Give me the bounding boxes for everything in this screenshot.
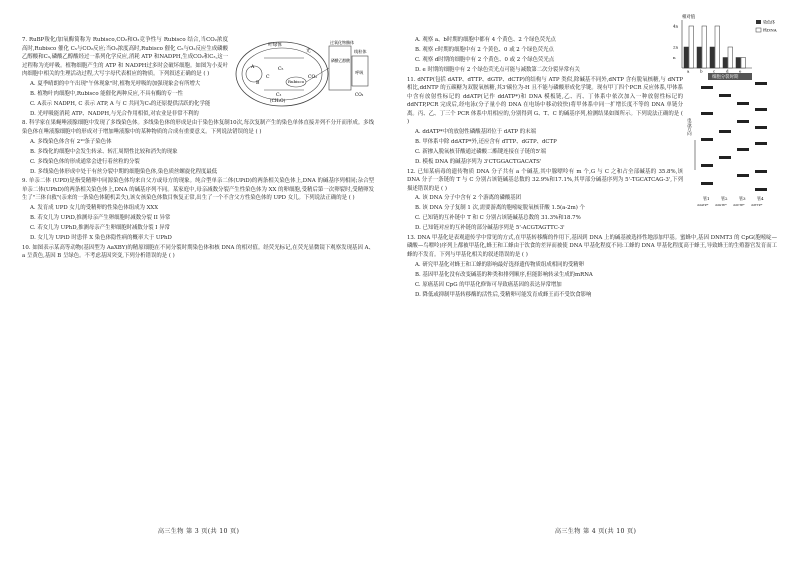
- category-c: c: [713, 68, 716, 74]
- gel-band-lane4-5: [755, 170, 767, 173]
- gel-band-lane3-1: [737, 102, 749, 105]
- gel-band-lane3-3: [737, 148, 749, 151]
- q13-option-b: B. 基因甲基化没有改变碱基的种类和排列顺序,但能影响转录生成的mRNA: [415, 271, 593, 278]
- lane-label-1: 管1: [703, 195, 710, 201]
- fig1-label-2: A: [251, 65, 255, 70]
- electrophoresis-direction: 电泳方向: [686, 117, 692, 136]
- electrophoresis-svg: [686, 78, 777, 210]
- page-4-content: [407, 36, 777, 300]
- q9-option-a: A. 发育成 UPD 女儿的受精卵的性染色体组成为 XXX: [30, 205, 159, 212]
- bar-xlabel: 细胞分裂时期: [712, 75, 739, 80]
- q10-stem: 10. 如图表示某高等动物(基因型为 AaXBY)的精原细胞在不同分裂时期染色体和核 DNA 的相对值。经荧光标记,在荧光显微镜下观察发现基因 A、a 呈黄色,基因 B 呈绿色。不考虑基因突变,下列分析错误的是 ( ): [22, 244, 374, 260]
- q13-option-c: C. 原癌基因 CpG 的甲基化修饰可导致癌基因的表达异常增加: [415, 281, 562, 288]
- q8-option-a: A. 多线染色体含有 2¹⁰条子染色体: [30, 138, 112, 145]
- fig1-label-11: 线粒体: [354, 49, 367, 54]
- fig1-label-9: (CH₂O): [270, 98, 286, 103]
- category-e: e: [739, 68, 742, 74]
- gel-band-lane4-6: [755, 188, 767, 191]
- q10-option-c: C. 观察 d时期的细胞中有 2 个黄色、0 或 2 个绿色荧光点: [415, 56, 555, 63]
- q11-option-a: A. ddATP*中的放射性磷酸基团位于 dATP 的末端: [415, 128, 536, 135]
- legend-swatch-dna: [756, 28, 761, 32]
- q7-option-c: C. A表示 NADPH, C 表示 ATP, A 与 C 共同为C₃的还原提供活跃的化学能: [30, 100, 211, 107]
- gel-band-lane2-2: [719, 130, 731, 133]
- fig1-label-4: Rubisco: [288, 79, 305, 84]
- fig1-label-12: 磷酸乙醇酸: [331, 58, 350, 63]
- category-d: d: [726, 68, 729, 74]
- q11-option-c: C. 新掺入脱氧核苷酸通过磷酸二酯键连接在子链的5'端: [415, 148, 546, 155]
- gel-band-lane4-2: [755, 108, 767, 111]
- lane-reagent-2: ddGTP*: [715, 202, 727, 207]
- q9-option-b: B. 若女儿为 UPiD,推测母亲产生卵细胞时减数分裂 II 异常: [30, 215, 171, 222]
- category-a: a: [687, 68, 690, 74]
- q12-option-b: B. 该 DNA 分子复制 1 次,需要游离的胞嘧啶脱氧核苷酸 1.5(a-2m) 个: [415, 205, 585, 212]
- q13-option-a: A. 研究甲基化对蜂王和工蜂的影响最好选择遗传物质组成相同的受精卵: [415, 261, 585, 268]
- q12-option-a: A. 该 DNA 分子中含有 2 个游离的磷酸基团: [415, 195, 522, 202]
- fig1-label-14: CO₂: [355, 92, 364, 97]
- q13-stem: 13. DNA 甲基化是表观遗传学中常见的方式,在甲基转移酶的作用下,基因到 DNA 上的碱基被选择性地添加甲基。蜜蜂中,基因 DNMT3 的 CpG(胞嘧啶—磷酸—鸟嘌呤)序列上都被甲基化,蜂王和工蜂由于饮食的差异而被使 DNA 甲基化程度不同:工蜂的 DNA 甲基化程度高于蜂王,导致蜂王的生殖器官发育而工蜂的不发育。下列与甲基化相关的叙述错误的是 ( ): [407, 234, 777, 258]
- gel-band-lane2-1: [719, 94, 731, 97]
- q12-option-c: C. 已知链的互补链中 T 和 C 分别占该链碱基总数的 31.3%和18.7%: [415, 215, 581, 222]
- q13-option-d: D. 降低或抑制甲基转移酶的活性后,受精卵可能发育成蜂王而不受饮食影响: [415, 291, 592, 298]
- gel-band-lane4-1: [755, 82, 767, 85]
- photosynthesis-svg: [234, 38, 374, 108]
- fig1-label-1: 光: [306, 49, 311, 54]
- fig1-label-5: CO₂: [308, 75, 318, 80]
- ytick-n: n: [673, 55, 676, 60]
- lane-reagent-4: ddTTP*: [751, 202, 763, 207]
- q8-option-d: D. 多线染色体形成中处于有丝分裂中期的细胞染色体,染色质丝螺旋化程度最低: [30, 168, 218, 175]
- q7-option-b: B. 植物叶肉细胞中,Rubisco 能催化两种反应,不具有酶的专一性: [30, 90, 183, 97]
- q11-option-d: D. 模板 DNA 的碱基序列为 3'CTGGACTGACATS': [415, 158, 542, 165]
- page-4-footer: 高三生物 第 4 页(共 10 页): [554, 528, 637, 535]
- gel-band-lane2-3: [719, 156, 731, 159]
- ytick-4n: 4n: [673, 23, 679, 29]
- q7-option-a: A. 夏季晴朗的中午出现"午休现象"时,植物光呼吸的加强现象会有所增大: [30, 80, 201, 87]
- fig1-label-0: 叶绿体: [268, 43, 282, 48]
- legend-chromosome: 染色体: [763, 19, 775, 25]
- gel-band-lane4-4: [755, 142, 767, 145]
- q10-option-d: D. e 时期的细胞中有 2 个绿色荧光点可能与减数第二次分裂异常有关: [415, 66, 580, 73]
- page-4: [397, 0, 794, 561]
- photosynthesis-diagram: [234, 38, 374, 108]
- gel-band-lane1-3: [701, 138, 713, 141]
- electrophoresis-figure: [686, 78, 777, 210]
- fig1-label-7: C₃: [276, 93, 282, 98]
- page-3-footer: 高三生物 第 3 页(共 10 页): [157, 528, 240, 535]
- q10-option-b: B. 观察 c时期的细胞中有 2 个黄色、0 或 2 个绿色荧光点: [415, 46, 554, 53]
- lane-reagent-1: ddATP*: [697, 202, 709, 207]
- q7-option-d: D. 光呼吸能消耗 ATP、NADPH,与光合作用相似,对农业是非常不利的: [30, 110, 199, 117]
- q8-option-c: C. 多线染色体的形成通常会进行着丝粒的分裂: [30, 158, 140, 165]
- q9-option-d: D. 女儿为 UPiD 时患伴 X 染色体隐性病的概率大于 UPhD: [30, 234, 172, 241]
- fig1-label-3: B: [256, 81, 260, 86]
- bar-ylabel: 相对值: [682, 15, 696, 20]
- fig1-label-8: C: [266, 75, 270, 80]
- q8-stem: 8. 科学家在果蝇唾液腺细胞中发现了多线染色体。多线染色体的形成是由于染色体复制10次,每次复制产生的染色单体直接并列不分开而形成。多线染色体在唾液腺细胞中的形成对于增加唾液腺中的某种物质的合成有重要意义。下列说法错误的是 ( ): [22, 120, 374, 135]
- fig1-label-10: 过氧化物酶体: [330, 40, 354, 45]
- gel-bands: [701, 82, 767, 191]
- ytick-2n: 2n: [673, 44, 679, 50]
- lane-reagent-3: ddCTP*: [733, 202, 745, 207]
- q11-stem: 11. dNTP(包括 dATP、dTTP、dGTP、dCTP)的结构与 ATP 类似,除碱基不同外,dNTP 含有脱氧核糖,与 dNTP 相比,ddNTP 的五碳糖为双脱氧核糖,其3'碳位为-H 且不能与磷酸形成化学键。现有甲丁四个PCR 反应体系,甲体系中含有放射性标记的 ddATP(记作 ddATP*)和 DNA 模板链,乙、丙、丁体系中依次加入一种放射性标记的 ddNTP,PCR 完成后,经电泳(分子量小的 DNA 在电场中移动较快)将甲体系中同一扩增长度不等的 DNA 单链分离。丙、乙、丁三个 PCR 体系中用相应的,分别得到 G、T、C 的碱基序列,检测结果如图所示。下列说法正确的是 ( ): [407, 76, 683, 126]
- q10-option-a: A. 观察 a、b时期的细胞中都有 4 个黄色、2 个绿色荧光点: [415, 37, 556, 43]
- category-b: b: [700, 68, 703, 74]
- page-3-content: [22, 36, 374, 262]
- gel-band-lane1-1: [701, 86, 713, 89]
- q8-option-b: B. 多线化的细胞中会发生转录、转汇周期性比较和消失的现象: [30, 148, 178, 155]
- q9-option-c: C. 若女儿为 UPhD,推测母亲产生卵细胞时减数分裂 I 异常: [30, 225, 170, 232]
- lane-label-4: 管4: [757, 195, 764, 201]
- q11-option-b: B. 甲体系中除 ddATP*外,还应含有 dTTP、dGTP、dCTP: [415, 138, 557, 145]
- gel-band-lane1-4: [701, 164, 713, 167]
- gel-band-lane3-4: [737, 174, 749, 177]
- q9-stem: 9. 单亲二体 (UPD)是指受精卵中同源染色体均来自父方或母方的现象。纯合型单亲二体(UPiD)的两条相关染色体上,DNA 的碱基序列相同;杂合型单亲二体(UPhD)的两条相关染色体上,DNA 的碱基序列不同。某家庭中,母亲减数分裂产生性染色体为 XX 的卵细胞,受精后第一次卵裂时,受精卵发生了"三体自救"(亲来的一条染色体随机丢失),该女孩染色体数目恢复正常,出生了一个不含父方性染色体的 UPD 女儿。下列说法正确的是 ( ): [22, 178, 374, 202]
- legend-dna: 核DNA: [763, 27, 777, 33]
- legend-swatch-chromosome: [756, 20, 761, 24]
- q12-option-d: D. 已知链对应的互补链的部分碱基序列是 5'-ACGTAGTTC-3': [415, 225, 565, 232]
- gel-band-lane1-5: [701, 182, 713, 185]
- q7-stem: 7. RuBP羧化/加氧酶简称为 Rubisco,CO₂和O₂竞争性与 Rubisco 结合,当CO₂浓度高时,Rubisco 催化 C₅与CO₂反应;当O₂浓度高时,Rubisco 催化 C₅与O₂反应生成磷酸乙醇酸和C₃,磷酸乙醇酸经过一系列化学反应,消耗 ATP 和NADPH,生成CO₂和C₃,这一过程称为光呼吸。植物细胞产生的 ATP 和 NADPH过多时会破坏细胞。如图为小麦叶肉细胞中相关的生理活动过程,大写字母代表相应的物质。下列叙述正确的是 ( ): [22, 37, 228, 77]
- fig1-label-13: 呼吸: [355, 70, 364, 75]
- fig1-label-6: C₅: [278, 67, 284, 72]
- gel-band-lane1-2: [701, 112, 713, 115]
- lane-label-3: 管3: [739, 195, 746, 201]
- lane-label-2: 管2: [721, 195, 728, 201]
- gel-band-lane4-3: [755, 126, 767, 129]
- gel-band-lane3-2: [737, 120, 749, 123]
- q12-stem: 12. 已知某病毒的遗传物质 DNA 分子共有 a 个碱基,其中腺嘌呤有 m 个,G 与 C 之和占全部碱基的 35.8%,该 DNA 分子一条链的 T 与 C 分别占该链碱基总数的 32.9%和17.1%,其甲部分碱基序列为 5'-TGCATCAG-3',下列描述错误的是 ( ): [407, 168, 683, 192]
